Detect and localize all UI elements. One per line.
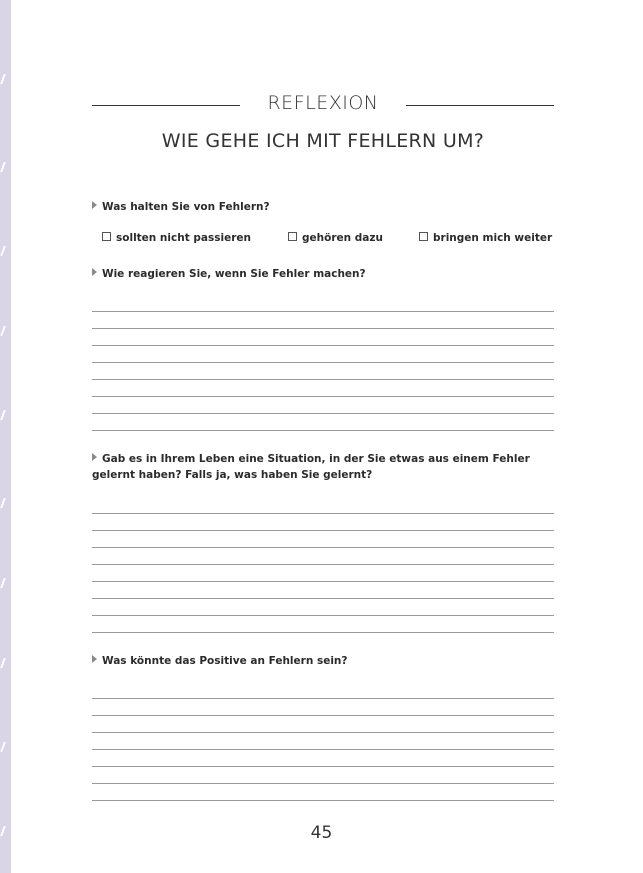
- writing-line: [92, 413, 554, 414]
- writing-line: [92, 766, 554, 767]
- option-label: gehören dazu: [302, 232, 383, 244]
- answer-options: [92, 232, 554, 248]
- question-4: [92, 653, 562, 669]
- arrow-bullet-icon: [92, 201, 97, 209]
- checkbox-icon[interactable]: [288, 232, 297, 241]
- question-3: [92, 451, 542, 483]
- writing-line: [92, 328, 554, 329]
- checkbox-icon[interactable]: [102, 232, 111, 241]
- band-tick: [0, 742, 6, 752]
- option-bringen-mich-weiter[interactable]: [419, 232, 552, 244]
- question-1: [92, 199, 562, 215]
- question-3-text: Gab es in Ihrem Leben eine Situation, in der Sie etwas aus einem Fehler gelernt haben? Falls ja, was haben Sie gelernt?: [92, 453, 530, 481]
- writing-line: [92, 513, 554, 514]
- band-tick: [0, 246, 6, 256]
- arrow-bullet-icon: [92, 655, 97, 663]
- option-gehoeren-dazu[interactable]: [288, 232, 383, 244]
- writing-line: [92, 379, 554, 380]
- band-tick: [0, 410, 6, 420]
- option-label: sollten nicht passieren: [116, 232, 251, 244]
- question-2: [92, 266, 562, 282]
- page-number: 45: [310, 823, 333, 843]
- writing-line: [92, 749, 554, 750]
- band-tick: [0, 162, 6, 172]
- writing-line: [92, 783, 554, 784]
- band-tick: [0, 498, 6, 508]
- band-tick: [0, 74, 6, 84]
- writing-line: [92, 530, 554, 531]
- left-margin-band: [0, 0, 11, 873]
- writing-line: [92, 345, 554, 346]
- writing-line: [92, 547, 554, 548]
- arrow-bullet-icon: [92, 453, 97, 461]
- writing-line: [92, 698, 554, 699]
- title-rule-right: [406, 105, 554, 106]
- page-title-row: [92, 92, 554, 118]
- page-subtitle: WIE GEHE ICH MIT FEHLERN UM?: [161, 130, 485, 152]
- arrow-bullet-icon: [92, 268, 97, 276]
- band-tick: [0, 658, 6, 668]
- page-title: REFLEXION: [267, 92, 379, 114]
- writing-line: [92, 311, 554, 312]
- question-1-text: Was halten Sie von Fehlern?: [102, 201, 270, 213]
- writing-line: [92, 632, 554, 633]
- band-tick: [0, 326, 6, 336]
- checkbox-icon[interactable]: [419, 232, 428, 241]
- writing-line: [92, 564, 554, 565]
- answer-lines-3[interactable]: [92, 513, 554, 649]
- writing-line: [92, 615, 554, 616]
- question-2-text: Wie reagieren Sie, wenn Sie Fehler machen?: [102, 268, 366, 280]
- writing-line: [92, 362, 554, 363]
- writing-line: [92, 430, 554, 431]
- writing-line: [92, 581, 554, 582]
- writing-line: [92, 715, 554, 716]
- writing-line: [92, 800, 554, 801]
- writing-line: [92, 598, 554, 599]
- writing-line: [92, 732, 554, 733]
- answer-lines-4[interactable]: [92, 698, 554, 817]
- option-sollten-nicht-passieren[interactable]: [102, 232, 251, 244]
- writing-line: [92, 396, 554, 397]
- question-4-text: Was könnte das Positive an Fehlern sein?: [102, 655, 348, 667]
- option-label: bringen mich weiter: [433, 232, 553, 244]
- band-tick: [0, 578, 6, 588]
- answer-lines-2[interactable]: [92, 311, 554, 447]
